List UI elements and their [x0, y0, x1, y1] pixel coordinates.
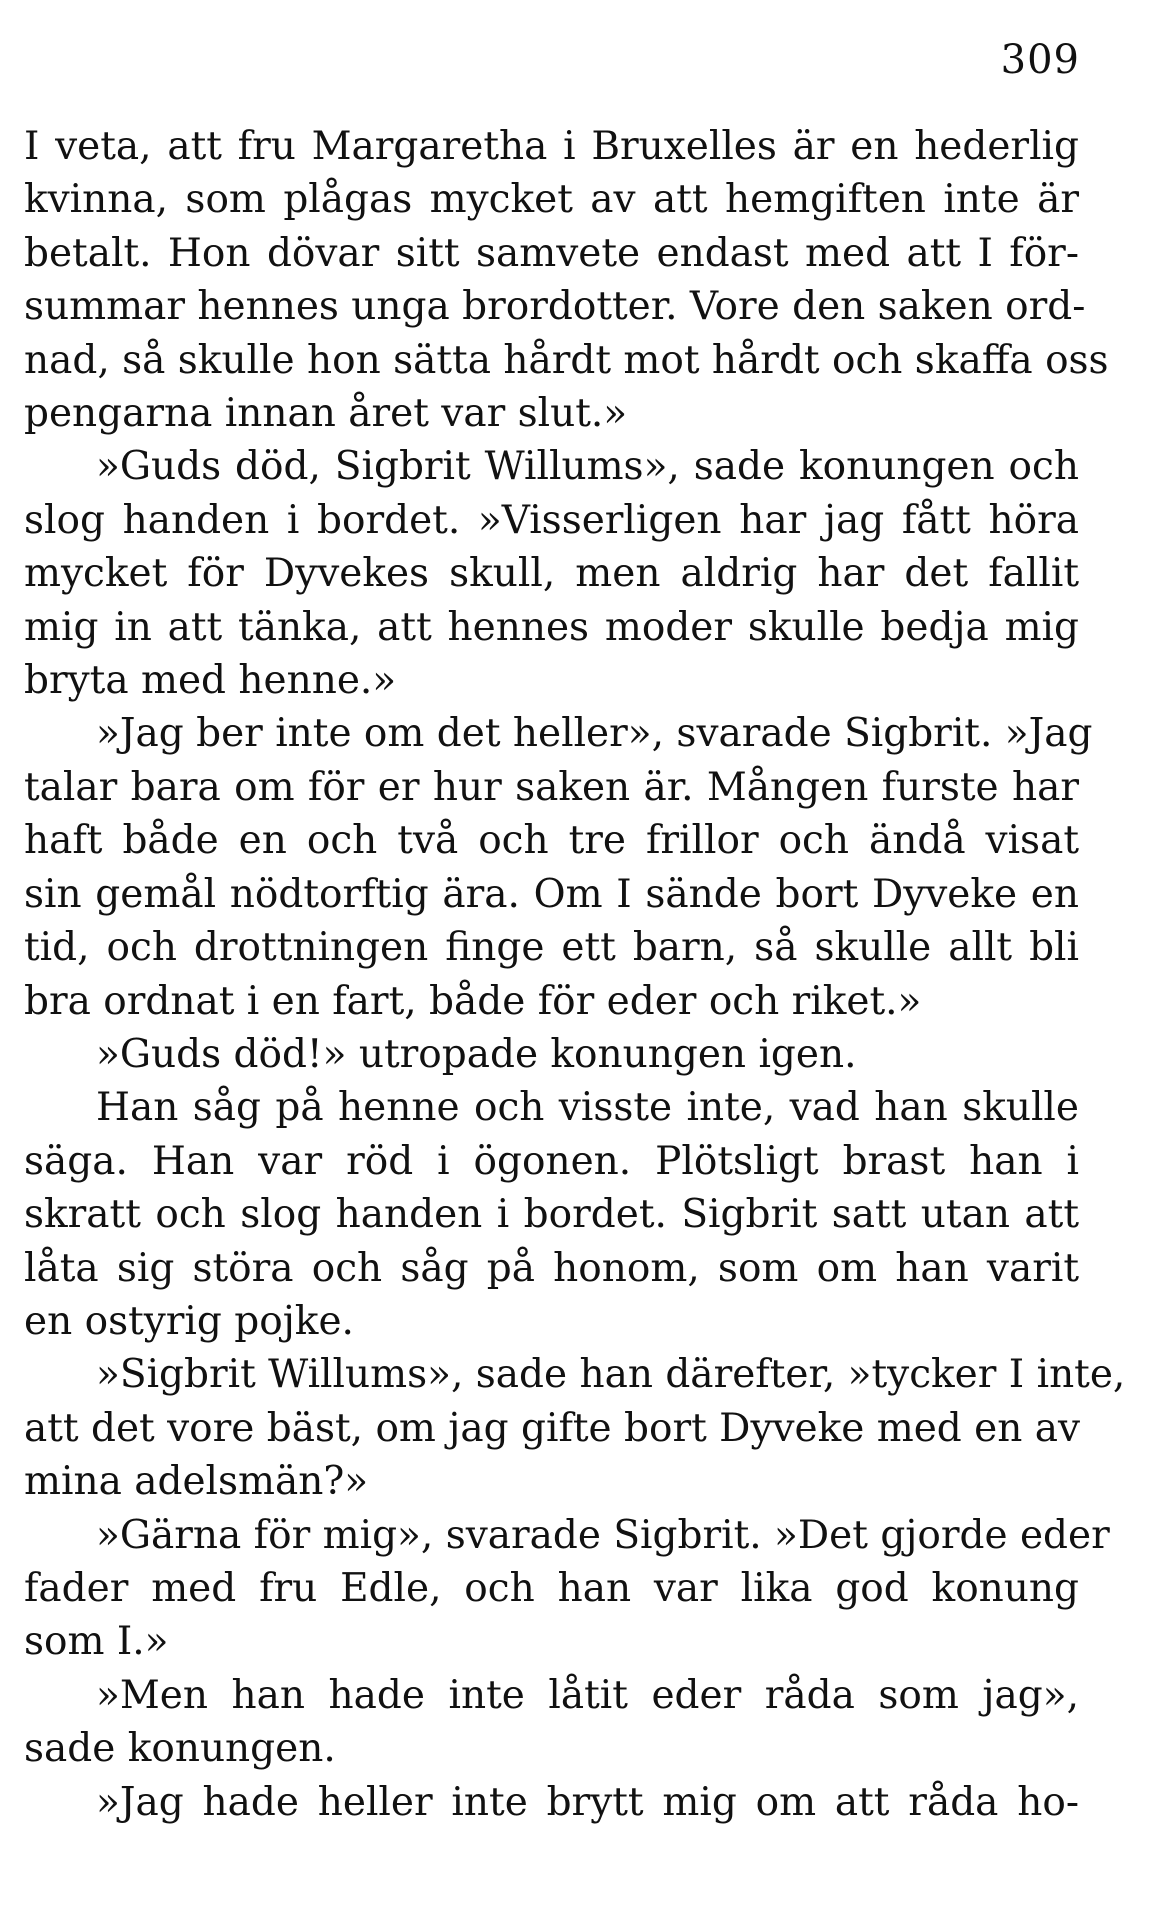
- text-line: tid, och drottningen finge ett barn, så skulle allt bli: [24, 925, 1079, 971]
- text-line: sin gemål nödtorftig ära. Om I sände bort Dyveke en: [24, 871, 1079, 917]
- text-line: skratt och slog handen i bordet. Sigbrit satt utan att: [24, 1192, 1079, 1238]
- text-line: säga. Han var röd i ögonen. Plötsligt brast han i: [24, 1138, 1079, 1184]
- text-line: betalt. Hon dövar sitt samvete endast med att I för-: [24, 230, 1079, 276]
- text-line: »Jag ber inte om det heller», svarade Sigbrit. »Jag: [96, 711, 1093, 757]
- text-line: talar bara om för er hur saken är. Mången furste har: [24, 764, 1079, 810]
- text-line: bryta med henne.»: [24, 658, 397, 704]
- text-line: summar hennes unga brordotter. Vore den saken ord-: [24, 284, 1086, 330]
- text-line: att det vore bäst, om jag gifte bort Dyveke med en av: [24, 1405, 1081, 1451]
- text-line: »Guds död!» utropade konungen igen.: [96, 1031, 857, 1077]
- text-line: låta sig störa och såg på honom, som om han varit: [24, 1245, 1079, 1291]
- text-line: »Sigbrit Willums», sade han därefter, »tycker I inte,: [96, 1352, 1126, 1398]
- text-line: mig in att tänka, att hennes moder skulle bedja mig: [24, 604, 1079, 650]
- text-line: »Jag hade heller inte brytt mig om att råda ho-: [96, 1779, 1079, 1825]
- text-line: kvinna, som plågas mycket av att hemgiften inte är: [24, 177, 1079, 223]
- text-line: fader med fru Edle, och han var lika god konung: [24, 1565, 1079, 1611]
- text-line: »Gärna för mig», svarade Sigbrit. »Det gjorde eder: [96, 1512, 1110, 1558]
- text-line: slog handen i bordet. »Visserligen har jag fått höra: [24, 497, 1079, 543]
- text-line: »Guds död, Sigbrit Willums», sade konungen och: [96, 444, 1079, 490]
- text-line: bra ordnat i en fart, både för eder och riket.»: [24, 978, 922, 1024]
- text-line: som I.»: [24, 1619, 169, 1665]
- text-line: nad, så skulle hon sätta hårdt mot hårdt och skaffa oss: [24, 337, 1109, 383]
- text-line: haft både en och två och tre frillor och ändå visat: [24, 818, 1079, 864]
- text-line: mina adelsmän?»: [24, 1459, 369, 1505]
- page-number: 309: [1000, 37, 1080, 83]
- text-line: Han såg på henne och visste inte, vad han skulle: [96, 1085, 1079, 1131]
- text-line: en ostyrig pojke.: [24, 1298, 354, 1344]
- text-line: I veta, att fru Margaretha i Bruxelles är en hederlig: [24, 124, 1079, 169]
- text-line: sade konungen.: [24, 1726, 336, 1772]
- body-text: [24, 120, 1126, 1829]
- text-line: mycket för Dyvekes skull, men aldrig har det fallit: [24, 551, 1079, 597]
- text-line: »Men han hade inte låtit eder råda som jag»,: [96, 1672, 1079, 1718]
- text-line: pengarna innan året var slut.»: [24, 391, 628, 437]
